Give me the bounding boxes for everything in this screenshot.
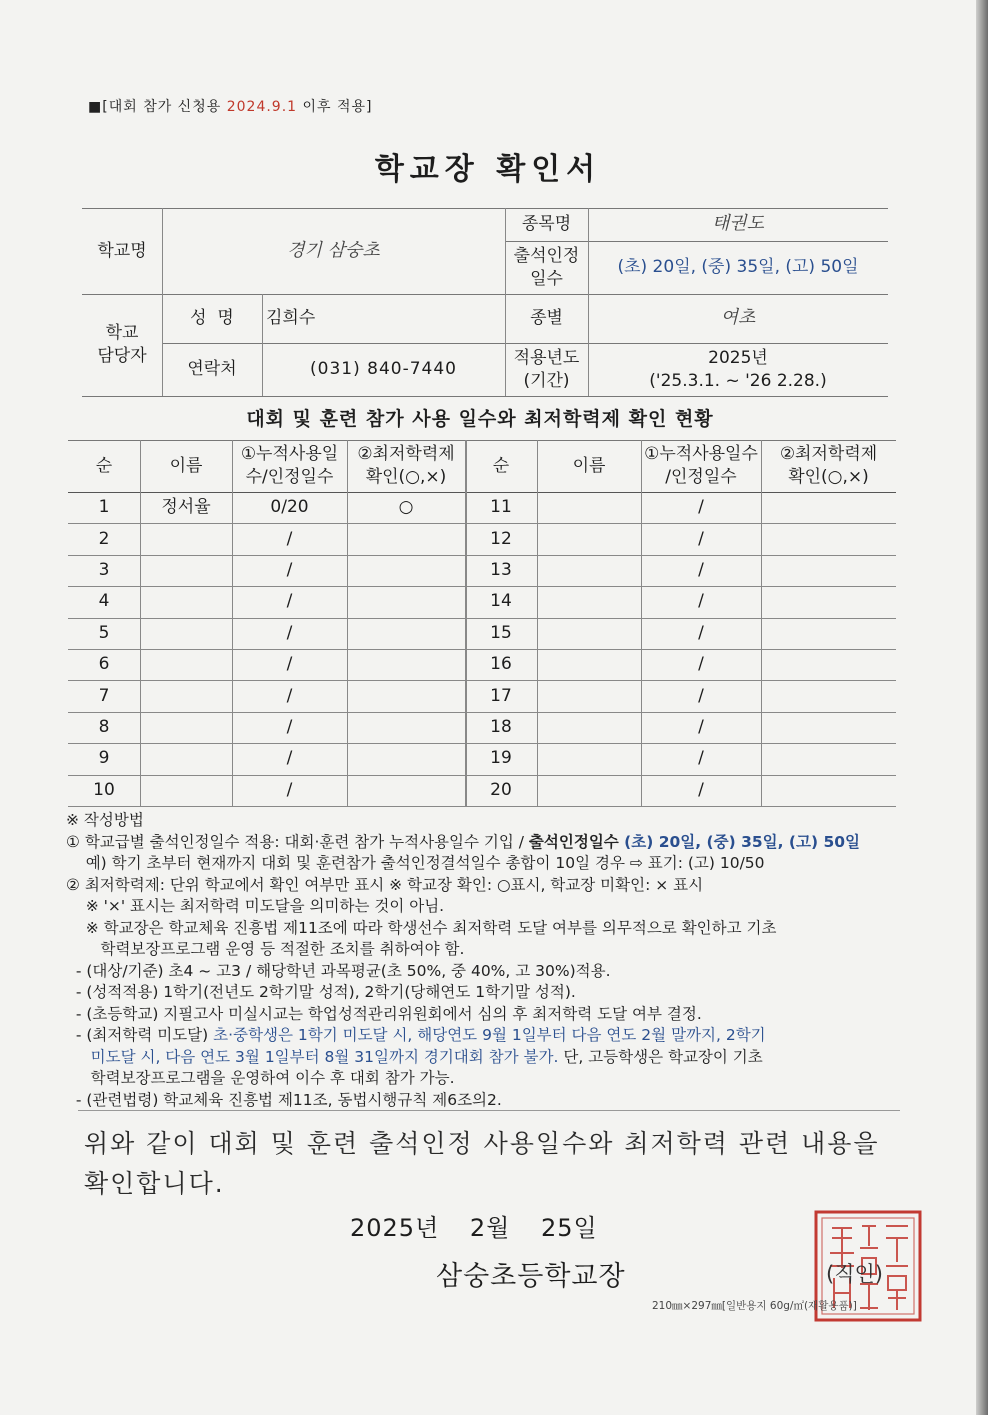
- page-edge-shadow: [976, 0, 988, 1415]
- table-cell-days: /: [286, 654, 293, 675]
- table-cell-name: [140, 555, 232, 586]
- table-cell-name2: [537, 586, 641, 617]
- header-note-date: 2024.9.1: [226, 99, 298, 115]
- table-header-6: ①누적사용일수 /인정일수: [644, 444, 758, 487]
- header-note: ■[대회 참가 신청용 2024.9.1 이후 적용]: [88, 99, 373, 115]
- note-2: ② 최저학력제: 단위 학교에서 확인 여부만 표시 ※ 학교장 확인: ○표시, 학교장 미확인: × 표시: [66, 875, 704, 894]
- table-cell-check2: [761, 712, 896, 743]
- note-1-example: 예) 학기 초부터 현재까지 대회 및 훈련참가 출석인정결석일수 총합이 10일 경우 ⇨ 표기: (고) 10/50: [66, 854, 765, 872]
- table-cell-no2: 12: [490, 528, 512, 549]
- table-cell-name: [140, 775, 232, 806]
- table-cell-no: 6: [98, 654, 110, 675]
- table-cell-days2: /: [698, 622, 704, 643]
- table-header-4: 순: [492, 455, 510, 476]
- attendance-value: (초) 20일, (중) 35일, (고) 50일: [617, 257, 859, 278]
- gender-label: 종별: [530, 308, 563, 329]
- table-cell-days2: /: [698, 591, 704, 612]
- note-11: 학력보장프로그램을 운영하여 이수 후 대회 참가 가능.: [66, 1069, 455, 1087]
- writing-instructions: [66, 810, 906, 1111]
- year-label: 적용년도 (기간): [513, 347, 580, 391]
- year-value: 2025년: [708, 347, 768, 368]
- table-cell-days2: /: [698, 717, 704, 738]
- table-header-1: 이름: [169, 455, 203, 476]
- note-9: - (최저학력 미도달) 초·중학생은 1학기 미도달 시, 해당연도 9월 1일부터 다음 연도 2월 말까지, 2학기: [66, 1026, 766, 1044]
- note-3: ※ '×' 표시는 최저학력 미도달을 의미하는 것이 아님.: [66, 897, 445, 915]
- document-title: 학교장 확인서: [374, 152, 602, 187]
- table-cell-no2: 20: [490, 779, 512, 800]
- confirmation-date: 2025년 2월 25일: [350, 1214, 598, 1242]
- table-cell-days: 0/20: [270, 497, 309, 518]
- table-header-5: 이름: [572, 455, 606, 476]
- table-cell-check2: [761, 618, 896, 649]
- attendance-label: 출석인정 일수: [513, 245, 580, 289]
- table-cell-days2: /: [698, 654, 704, 675]
- table-cell-check: [347, 618, 465, 649]
- table-cell-name2: [537, 555, 641, 586]
- table-cell-days: /: [286, 717, 293, 738]
- table-cell-name: [140, 586, 232, 617]
- table-cell-check: [347, 555, 465, 586]
- table-cell-name2: [537, 492, 641, 523]
- sport-label: 종목명: [521, 214, 572, 235]
- section-title: 대회 및 훈련 참가 사용 일수와 최저학력제 확인 현황: [246, 408, 714, 430]
- table-cell-check2: [761, 555, 896, 586]
- table-header-3: ②최저학력제 확인(○,×): [357, 444, 455, 487]
- table-cell-days: /: [286, 685, 293, 706]
- table-cell-name2: [537, 680, 641, 711]
- table-cell-check: [347, 712, 465, 743]
- gender-value: 여초: [720, 307, 756, 329]
- table-cell-no2: 17: [490, 685, 512, 706]
- table-cell-days: /: [286, 622, 293, 643]
- table-cell-check: [347, 586, 465, 617]
- name-label: 성 명: [190, 308, 234, 329]
- table-cell-check: ○: [398, 497, 414, 518]
- table-cell-no: 4: [98, 591, 110, 612]
- notes-heading: ※ 작성방법: [66, 811, 144, 829]
- table-cell-no2: 16: [490, 654, 512, 675]
- table-cell-days: /: [286, 779, 293, 800]
- table-cell-name2: [537, 649, 641, 680]
- principal-title: 삼숭초등학교장: [436, 1261, 626, 1292]
- table-cell-name: [140, 523, 232, 554]
- table-cell-days2: /: [698, 779, 704, 800]
- note-12: - (관련법령) 학교체육 진흥법 제11조, 동법시행규칙 제6조의2.: [66, 1090, 502, 1109]
- table-cell-name: 정서율: [161, 497, 211, 518]
- table-cell-name: [140, 618, 232, 649]
- period-value: ('25.3.1. ~ '26 2.28.): [649, 370, 827, 391]
- table-cell-name: [140, 680, 232, 711]
- table-cell-days: /: [286, 560, 293, 581]
- table-cell-no: 2: [98, 528, 110, 549]
- table-cell-check: [347, 523, 465, 554]
- seal-label: (직인): [826, 1262, 883, 1286]
- note-6: - (대상/기준) 초4 ~ 고3 / 해당학년 과목평균(초 50%, 중 40%, 고 30%)적용.: [66, 961, 611, 980]
- table-cell-name: [140, 649, 232, 680]
- table-cell-no: 1: [98, 497, 110, 518]
- table-cell-days2: /: [698, 748, 704, 769]
- table-header-2: ①누적사용일 수/인정일수: [240, 444, 339, 487]
- school-name-label: 학교명: [97, 240, 147, 261]
- sport-value: 태권도: [711, 213, 765, 235]
- paper-spec-footer: 210㎜×297㎜[일반용지 60g/㎡(재활용품)]: [652, 1300, 857, 1312]
- table-header-7: ②최저학력제 확인(○,×): [779, 444, 878, 487]
- table-header-0: 순: [95, 455, 113, 476]
- table-cell-no2: 19: [490, 748, 512, 769]
- table-cell-check: [347, 680, 465, 711]
- table-cell-days: /: [286, 528, 293, 549]
- contact-value: (031) 840-7440: [310, 359, 457, 380]
- table-cell-no: 9: [98, 748, 110, 769]
- table-cell-name: [140, 743, 232, 774]
- table-cell-days2: /: [698, 528, 704, 549]
- table-cell-check2: [761, 743, 896, 774]
- table-cell-check: [347, 743, 465, 774]
- table-cell-check2: [761, 680, 896, 711]
- table-cell-days: /: [286, 591, 293, 612]
- table-cell-no2: 18: [490, 717, 512, 738]
- table-cell-days2: /: [698, 560, 704, 581]
- contact-label: 연락처: [187, 359, 237, 380]
- table-cell-no2: 15: [490, 622, 512, 643]
- table-cell-no: 3: [98, 560, 110, 581]
- table-cell-check2: [761, 775, 896, 806]
- table-cell-no2: 13: [490, 560, 512, 581]
- note-8: - (초등학교) 지필고사 미실시교는 학업성적관리위원회에서 심의 후 최저학력 도달 여부 결정.: [66, 1004, 702, 1023]
- staff-label: 학교 담당자: [97, 323, 147, 366]
- table-cell-name2: [537, 712, 641, 743]
- table-cell-no: 7: [98, 685, 110, 706]
- usage-table: [68, 440, 896, 806]
- note-5: 학력보장프로그램 운영 등 적절한 조치를 취하여야 함.: [66, 940, 465, 958]
- table-cell-name2: [537, 743, 641, 774]
- table-cell-check: [347, 775, 465, 806]
- table-cell-no2: 14: [490, 591, 512, 612]
- table-cell-no: 8: [98, 717, 110, 738]
- confirmation-text: 위와 같이 대회 및 훈련 출석인정 사용일수와 최저학력 관련 내용을 확인합니다.: [84, 1129, 880, 1198]
- table-cell-check2: [761, 523, 896, 554]
- name-value: 김희수: [266, 308, 316, 329]
- table-cell-days2: /: [698, 497, 704, 518]
- table-cell-days: /: [286, 748, 293, 769]
- table-cell-no: 10: [93, 779, 115, 800]
- table-cell-name2: [537, 775, 641, 806]
- school-name-value: 경기 삼숭초: [287, 239, 380, 261]
- table-cell-check2: [761, 492, 896, 523]
- table-cell-days2: /: [698, 685, 704, 706]
- year-cell: [588, 343, 888, 396]
- table-cell-check2: [761, 586, 896, 617]
- note-4: ※ 학교장은 학교체육 진흥법 제11조에 따라 학생선수 최저학력 도달 여부를 의무적으로 확인하고 기초: [66, 918, 777, 937]
- table-cell-no2: 11: [490, 497, 512, 518]
- note-10: 미도달 시, 다음 연도 3월 1일부터 8월 31일까지 경기대회 참가 불가. 단, 고등학생은 학교장이 기초: [66, 1047, 763, 1066]
- note-7: - (성적적용) 1학기(전년도 2학기말 성적), 2학기(당해연도 1학기말 성적).: [66, 983, 576, 1001]
- table-cell-name2: [537, 523, 641, 554]
- table-cell-name2: [537, 618, 641, 649]
- note-1: ① 학교급별 출석인정일수 적용: 대회·훈련 참가 누적사용일수 기입 / 출석인정일수 (초) 20일, (중) 35일, (고) 50일: [66, 832, 860, 851]
- table-cell-no: 5: [98, 622, 110, 643]
- table-cell-check2: [761, 649, 896, 680]
- table-cell-check: [347, 649, 465, 680]
- table-cell-name: [140, 712, 232, 743]
